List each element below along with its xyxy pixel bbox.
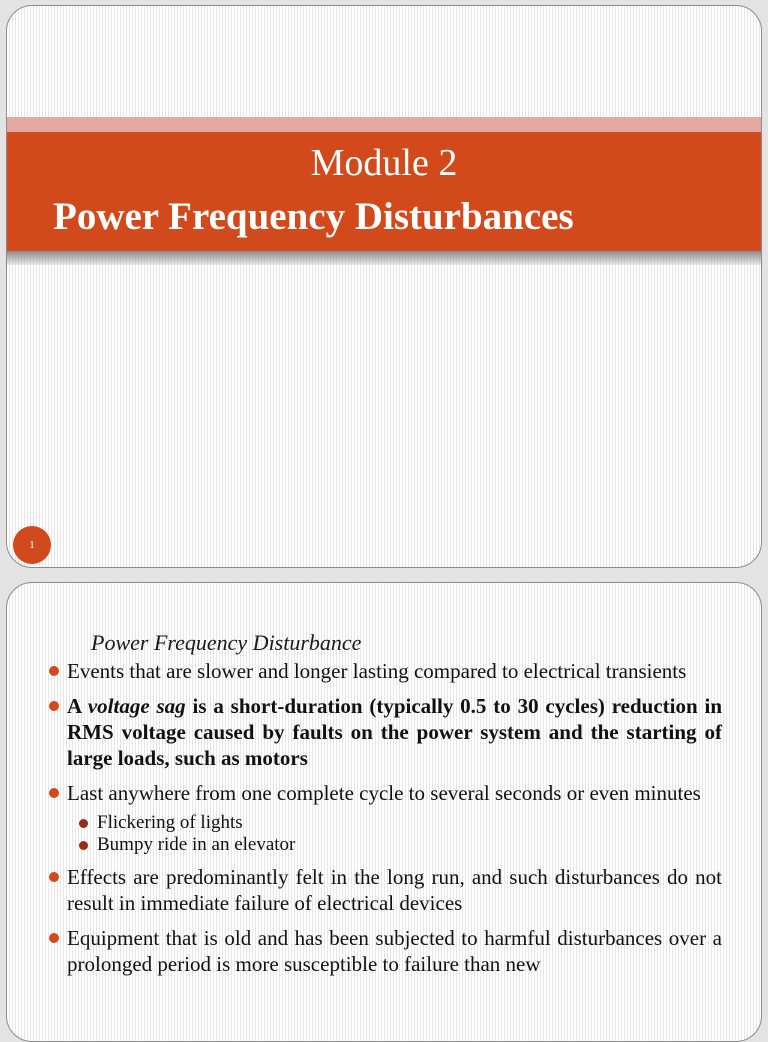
slide-number-badge: 1 xyxy=(13,526,51,564)
bullet-item xyxy=(49,864,722,916)
bullet-text-rest: is a short-duration (typically 0.5 to 30 cycles) reduction in RMS voltage caused by faults on the power system and the starting of large loads, such as motors xyxy=(67,694,723,770)
bullet-item xyxy=(49,780,722,806)
sub-bullet-dot-icon xyxy=(79,841,88,850)
module-label: Module 2 xyxy=(310,142,458,184)
sub-bullet-text: Flickering of lights xyxy=(97,812,243,833)
bullet-item xyxy=(49,925,722,977)
sub-bullet-text: Bumpy ride in an elevator xyxy=(97,834,296,855)
bullet-item xyxy=(49,693,722,771)
title-slide xyxy=(6,5,762,568)
bullet-text: Equipment that is old and has been subjected to harmful disturbances over a prolonged period is more susceptible to failure than new xyxy=(67,926,722,976)
content-slide xyxy=(6,582,762,1042)
bullet-text: Effects are predominantly felt in the long run, and such disturbances do not result in immediate failure of electrical devices xyxy=(67,865,722,915)
bullet-text: Last anywhere from one complete cycle to several seconds or even minutes xyxy=(67,781,701,805)
bullet-dot-icon xyxy=(49,872,59,882)
bullet-text-lead: A xyxy=(67,694,88,718)
bullet-dot-icon xyxy=(49,666,59,676)
bullet-dot-icon xyxy=(49,933,59,943)
sub-bullet-dot-icon xyxy=(79,819,88,828)
sub-bullet-item xyxy=(49,831,722,859)
slide-title: Power Frequency Disturbances xyxy=(53,195,574,238)
slide-subtitle: Power Frequency Disturbance xyxy=(91,630,362,655)
title-bar-shadow xyxy=(7,251,761,265)
bullet-list xyxy=(49,658,722,986)
bullet-dot-icon xyxy=(49,701,59,711)
bullet-item xyxy=(49,658,722,684)
bullet-dot-icon xyxy=(49,788,59,798)
title-bar-top-stripe xyxy=(7,117,761,132)
bullet-term-voltage-sag: voltage sag xyxy=(87,694,186,718)
bullet-text: Events that are slower and longer lasting compared to electrical transients xyxy=(67,659,687,683)
